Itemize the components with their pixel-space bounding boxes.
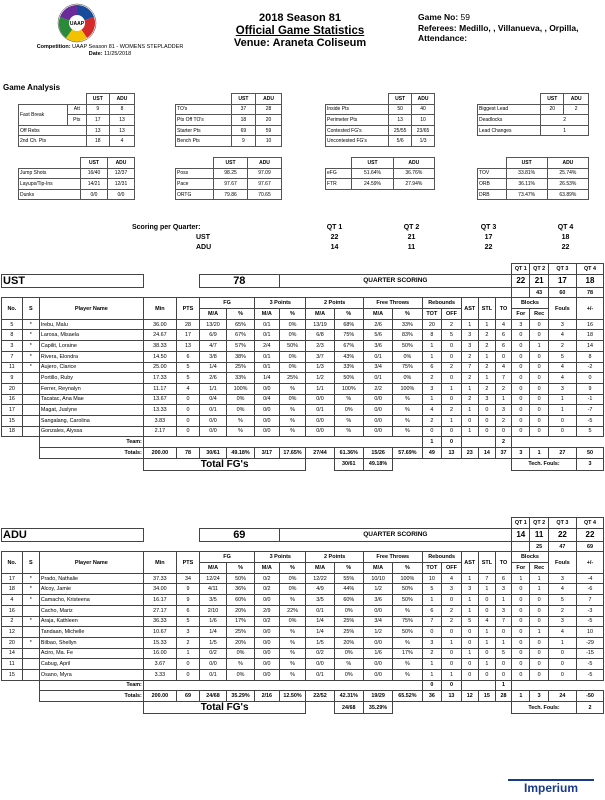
table-row: 9 Portillo, Ruby 17.33 5 2/6 33% 1/4 25% 1/2 50% 0/1 0% 2 0 2 1 7 0 0 4 0: [2, 373, 604, 384]
table-row: 17 * Prado, Nathalie 37.33 34 12/24 50% 0/2 0% 12/22 55% 10/10 100% 10 4 1 7 6 1 1 3 -4: [2, 573, 604, 584]
team-score: 78: [200, 274, 279, 287]
game-info: Game No: 59 Referees: Medillo, , Villanueva, , Orpilla, Attendance:: [418, 12, 579, 43]
table-row: 18 * Alcoy, Jamie 34.00 9 4/11 36% 0/2 0% 4/9 44% 1/2 50% 5 3 3 1 3 0 1 4 -6: [2, 584, 604, 595]
report-header: [0, 0, 605, 80]
table-row: 15 Sangalang, Carolina 3.83 0 0/0 % 0/0 % 0/0 % 0/0 % 2 1 0 0 2 0 0 0 -5: [2, 415, 604, 426]
table-row: 5 * Irebu, Malu 36.00 28 13/20 65% 0/1 0% 13/19 68% 2/6 33% 20 2 1 1 4 3 0 3 16: [2, 319, 604, 330]
table-row: 14 Aciro, Ma. Fe 16.00 1 0/2 0% 0/0 % 0/2 0% 1/6 17% 2 0 1 0 5 0 0 0 -15: [2, 648, 604, 659]
turnover-table: UST ADU TO's 37 28 Pts Off TO's 18 20 Starter Pts 69 59 Bench Pts 9 10: [175, 93, 282, 147]
team-name: ADU: [2, 528, 144, 541]
table-row: 16 Cacho, Mariz 27.17 6 2/10 20% 2/9 22% 0/1 0% 0/0 % 6 2 1 0 3 0 0 2 -3: [2, 605, 604, 616]
shooting-efficiency-table: UST ADU eFG 51.64% 36.76% FTR 24.59% 27.94%: [325, 157, 435, 190]
box-score-0: QT 1 QT 2 QT 3 QT 4 UST 78 QUARTER SCORING 22 21 17 18 43 60 78 No. S Player Name Min PTS FG 3 Points 2 Points Free Throws Rebounds AST STL TO Blocks Fouls +/- M/A % M/A % M/A % M/A % TOT OFF For Rec 5 * Irebu, Malu 36.00 28 13/20 65% 0/1 0% 13/19 68% 2/6 33% 20 2 1 1 4 3 0 3 16 8 * Larosa, Misaela 24.67 17 6/9 67% 0/1 0% 6/8 75% 5/6 83% 8 5 3 2 6 0 0 4 18 3 * Capilit, Loraine 38.33 13 4/7 57% 2/4 50% 2/3 67% 3/6 50% 1 0 3 2 6 0 1 2 14 7 * Rivera, Elondra 14.50 6 3/8 38% 0/1 0% 3/7 43% 0/1 0% 1 0 2 1 0 0 0 5 8 11 * Aujero, Clarice 25.00 5 1/4 25% 0/1 0% 1/3 33% 3/4 75% 6 2 7 2 4 0 0 4 -2 9 Portillo, Ruby 17.33 5 2/6 33% 1/4 25% 1/2 50% 0/1 0% 2 0 2 1 7 0 0 4 0 20 Ferrer, Reynalyn 11.17 4 1/1 100% 0/0 % 1/1 100% 2/2 100% 3 1 1 2 2 0 0 3 9 16 Tacatac, Ana Mae 13.67 0 0/4 0% 0/4 0% 0/0 % 0/0 % 1 0 2 3 1 0 0 1 -1 17 Magat, Juslyne 13.33 0 0/1 0% 0/0 % 0/1 0% 0/0 % 4 2 1 0 3 0 0 1 -7 15 Sangalang, Carolina 3.83 0 0/0 % 0/0 % 0/0 % 0/0 % 2 1 0 0 2 0 0 0 -5 18 Gonzales, Alyssa 2.17 0 0/0 % 0/0 % 0/0 % 0/0 % 0 0 1 0 0 0 0 0 5 Team: 1 0 2 Totals: 200.00 78 30/61 49.18% 3/17 17.65% 27/44 61.36% 15/26 57.69% 49 13 23 14 37 3 1 27 50 Total FG's 30/61 49.18% Tech. Fouls: 3: [1, 263, 604, 471]
table-row: 12 Tandaan, Michelle 10.67 3 1/4 25% 0/0 % 1/4 25% 1/2 50% 0 0 0 1 0 0 1 4 10: [2, 627, 604, 638]
report-title: 2018 Season 81 Official Game Statistics Venue: Araneta Coliseum: [233, 12, 367, 49]
table-row: 17 Magat, Juslyne 13.33 0 0/1 0% 0/0 % 0/1 0% 0/0 % 4 2 1 0 3 0 0 1 -7: [2, 405, 604, 416]
svg-text:UAAP: UAAP: [69, 21, 85, 27]
rates-table: UST ADU TOV 33.81% 25.74% ORB 36.11% 26.53% DRB 73.47% 63.89%: [477, 157, 589, 200]
table-row: 3 * Capilit, Loraine 38.33 13 4/7 57% 2/4 50% 2/3 67% 3/6 50% 1 0 3 2 6 0 1 2 14: [2, 341, 604, 352]
table-row: 7 * Rivera, Elondra 14.50 6 3/8 38% 0/1 0% 3/7 43% 0/1 0% 1 0 2 1 0 0 0 5 8: [2, 351, 604, 362]
table-row: 2 * Araja, Kathleen 36.33 5 1/6 17% 0/2 0% 1/4 25% 3/4 75% 7 2 5 4 7 0 0 3 -5: [2, 616, 604, 627]
shot-types-table: UST ADU Jump Shots 16/40 12/37 Layups/Tip-Ins 14/21 12/31 Dunks 0/0 0/0: [18, 157, 135, 200]
scoring-areas-table: UST ADU Inside Pts 50 40 Perimeter Pts 13 10 Contested FG's 25/55 23/65 Uncontested FG's 5/6 1/3: [325, 93, 435, 147]
game-analysis-title: Game Analysis: [3, 83, 61, 92]
competition-info: Competition: UAAP Season 81 - WOMENS STEPLADDER Date: 11/25/2018: [36, 44, 184, 57]
table-row: 18 Gonzales, Alyssa 2.17 0 0/0 % 0/0 % 0/0 % 0/0 % 0 0 1 0 0 0 0 0 5: [2, 426, 604, 437]
team-score: 69: [200, 528, 279, 541]
table-row: 16 Tacatac, Ana Mae 13.67 0 0/4 0% 0/4 0% 0/0 % 0/0 % 1 0 2 3 1 0 0 1 -1: [2, 394, 604, 405]
imperium-logo: Imperium: [508, 778, 594, 800]
table-row: 4 * Camacho, Kristeena 16.17 9 3/5 60% 0/0 % 3/5 60% 3/6 50% 1 0 1 0 1 0 0 5 7: [2, 595, 604, 606]
table-row: 8 * Larosa, Misaela 24.67 17 6/9 67% 0/1 0% 6/8 75% 5/6 83% 8 5 3 2 6 0 0 4 18: [2, 330, 604, 341]
uaap-logo-icon: [57, 3, 97, 43]
table-row: 20 * Bilbao, Shellyn 15.33 2 1/5 20% 0/0 % 1/5 20% 0/0 % 3 1 0 1 1 0 0 1 -29: [2, 637, 604, 648]
table-row: 11 * Aujero, Clarice 25.00 5 1/4 25% 0/1 0% 1/3 33% 3/4 75% 6 2 7 2 4 0 0 4 -2: [2, 362, 604, 373]
possession-table: UST ADU Poss 98.25 97.09 Pace 97.67 97.67 ORTG 79.86 70.65: [175, 157, 282, 200]
table-row: 11 Cabug, April 3.67 0 0/0 % 0/0 % 0/0 % 0/0 % 1 0 0 1 0 0 0 0 -5: [2, 659, 604, 670]
scoring-per-quarter: Scoring per Quarter: QT 1 QT 2 QT 3 QT 4 UST 22 21 17 18 ADU 14 11 22 22: [132, 223, 574, 251]
table-row: 20 Ferrer, Reynalyn 11.17 4 1/1 100% 0/0 % 1/1 100% 2/2 100% 3 1 1 2 2 0 0 3 9: [2, 383, 604, 394]
team-name: UST: [2, 274, 144, 287]
leads-table: UST ADU Biggest Lead 20 2 Deadlocks 2 Lead Changes 1: [477, 93, 589, 136]
fast-break-table: UST ADU Fast Break Att 9 8 Pts 17 13 Off Rebs 13 13 2nd Ch. Pts 18 4: [18, 93, 135, 147]
box-score-1: QT 1 QT 2 QT 3 QT 4 ADU 69 QUARTER SCORING 14 11 22 22 25 47 69 No. S Player Name Min PTS FG 3 Points 2 Points Free Throws Rebounds AST STL TO Blocks Fouls +/- M/A % M/A % M/A % M/A % TOT OFF For Rec 17 * Prado, Nathalie 37.33 34 12/24 50% 0/2 0% 12/22 55% 10/10 100% 10 4 1 7 6 1 1 3 -4 18 * Alcoy, Jamie 34.00 9 4/11 36% 0/2 0% 4/9 44% 1/2 50% 5 3 3 1 3 0 1 4 -6 4 * Camacho, Kristeena 16.17 9 3/5 60% 0/0 % 3/5 60% 3/6 50% 1 0 1 0 1 0 0 5 7 16 Cacho, Mariz 27.17 6 2/10 20% 2/9 22% 0/1 0% 0/0 % 6 2 1 0 3 0 0 2 -3 2 * Araja, Kathleen 36.33 5 1/6 17% 0/2 0% 1/4 25% 3/4 75% 7 2 5 4 7 0 0 3 -5 12 Tandaan, Michelle 10.67 3 1/4 25% 0/0 % 1/4 25% 1/2 50% 0 0 0 1 0 0 1 4 10 20 * Bilbao, Shellyn 15.33 2 1/5 20% 0/0 % 1/5 20% 0/0 % 3 1 0 1 1 0 0 1 -29 14 Aciro, Ma. Fe 16.00 1 0/2 0% 0/0 % 0/2 0% 1/6 17% 2 0 1 0 5 0 0 0 -15 11 Cabug, April 3.67 0 0/0 % 0/0 % 0/0 % 0/0 % 1 0 0 1 0 0 0 0 -5 15 Osano, Myra 3.33 0 0/1 0% 0/0 % 0/1 0% 0/0 % 1 1 0 0 0 0 0 0 -5 Team: 0 0 1 Totals: 200.00 69 24/68 35.29% 2/16 12.50% 22/52 42.31% 19/29 65.52% 36 13 12 15 28 1 3 24 -50 Total FG's 24/68 35.29% Tech. Fouls: 2: [1, 517, 604, 714]
table-row: 15 Osano, Myra 3.33 0 0/1 0% 0/0 % 0/1 0% 0/0 % 1 1 0 0 0 0 0 0 -5: [2, 669, 604, 680]
